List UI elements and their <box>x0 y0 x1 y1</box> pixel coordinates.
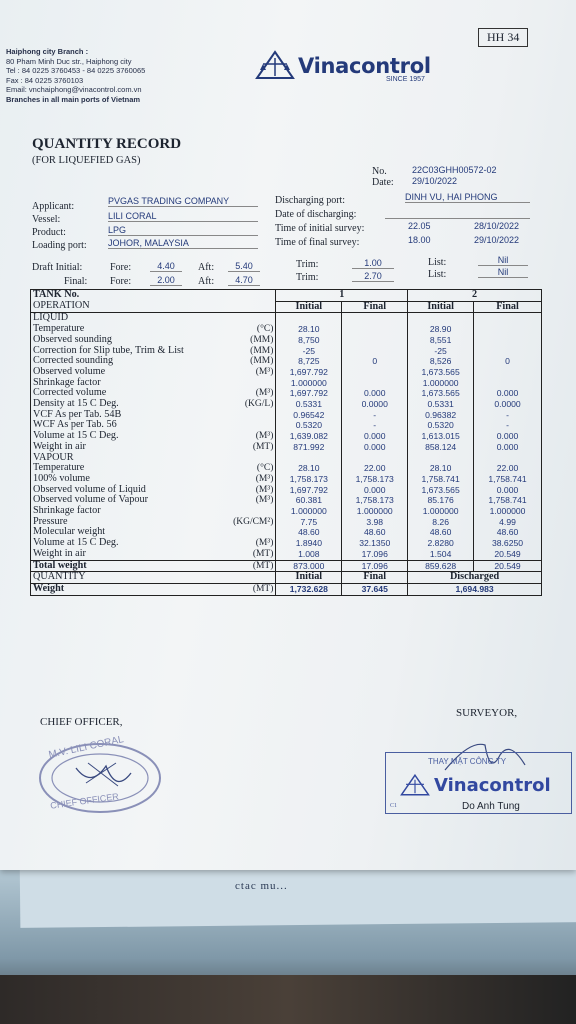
row-value: 28.10 <box>276 324 342 335</box>
row-value <box>342 324 408 335</box>
total-weight-value: 17.096 <box>342 560 408 572</box>
company-stamp-code: C1 <box>390 803 398 809</box>
product-value: LPG <box>108 225 258 236</box>
qty-initial-label: Initial <box>276 572 342 584</box>
draft-initial-aft-label: Aft: <box>198 262 215 273</box>
table-header-operation <box>31 301 542 313</box>
vinacontrol-logo-icon <box>255 50 295 80</box>
row-value: -25 <box>276 346 342 357</box>
draft-final-trim: 2.70 <box>352 271 394 282</box>
row-value: 1,697.792 <box>276 485 342 496</box>
vessel-value: LILI CORAL <box>108 211 258 222</box>
total-weight-row <box>31 560 542 572</box>
branch-email: Email: vnchaiphong@vinacontrol.com.vn <box>6 85 142 95</box>
row-unit <box>218 378 276 389</box>
branch-address: 80 Pham Minh Duc str., Haiphong city <box>6 56 132 66</box>
section-header <box>31 453 542 464</box>
total-weight-label: Total weight <box>31 560 218 572</box>
row-value: 0.96542 <box>276 410 342 421</box>
qty-initial-value: 1,732.628 <box>276 583 342 595</box>
row-label: Observed volume of Liquid <box>33 483 146 495</box>
row-value <box>474 378 542 389</box>
row-value: 0.5331 <box>276 399 342 410</box>
row-value: 0.5320 <box>276 420 342 431</box>
row-value: -25 <box>408 346 474 357</box>
row-value: 0.96382 <box>408 410 474 421</box>
reference-box: HH 34 <box>478 28 528 47</box>
row-value: 1,758.741 <box>408 474 474 485</box>
row-value <box>342 378 408 389</box>
date-discharging-line <box>385 218 530 219</box>
row-label: Weight in air <box>33 440 86 452</box>
quantity-label: QUANTITY <box>31 572 218 584</box>
row-value: - <box>342 420 408 431</box>
row-value: 1,758.173 <box>276 474 342 485</box>
row-label: Corrected sounding <box>33 355 114 367</box>
final-survey-date: 29/10/2022 <box>474 235 520 245</box>
row-unit: (MT) <box>252 441 274 452</box>
vessel-stamp-role: CHIEF OFFICER <box>49 791 120 811</box>
row-label: Shrinkage factor <box>33 505 101 517</box>
row-value: 1,639.082 <box>276 431 342 442</box>
total-weight-unit: (MT) <box>218 560 276 572</box>
row-value: 1.8940 <box>276 538 342 549</box>
company-stamp-logo-icon <box>400 773 430 797</box>
quantity-table <box>30 289 542 596</box>
discharging-port-value: DINH VU, HAI PHONG <box>405 192 530 203</box>
row-value: 0.000 <box>474 431 542 442</box>
discharging-port-label: Discharging port: <box>275 195 346 206</box>
row-value: 1,673.565 <box>408 388 474 399</box>
row-value: 1.000000 <box>408 506 474 517</box>
no-label: No. <box>372 166 387 177</box>
row-value: 0.000 <box>342 388 408 399</box>
draft-initial-aft: 5.40 <box>228 261 260 272</box>
table-row <box>31 549 542 560</box>
row-value: - <box>342 410 408 421</box>
row-value: 0.5320 <box>408 420 474 431</box>
no-value: 22C03GHH00572-02 <box>412 165 497 175</box>
qty-discharged-value: 1,694.983 <box>408 583 542 595</box>
page-subtitle: (FOR LIQUEFIED GAS) <box>32 155 141 166</box>
row-value: 0.5331 <box>408 399 474 410</box>
row-unit: (M³) <box>255 538 274 549</box>
draft-initial-label: Draft Initial: <box>32 262 83 273</box>
row-unit: (MT) <box>252 548 274 559</box>
row-value: 7.75 <box>276 517 342 528</box>
row-value: - <box>474 410 542 421</box>
tank-1-final-header: Final <box>342 301 408 313</box>
draft-initial-trim: 1.00 <box>352 258 394 269</box>
row-value: 38.6250 <box>474 538 542 549</box>
row-label: Temperature <box>33 323 85 335</box>
row-unit: (KG/L) <box>244 399 274 410</box>
logo-since: SINCE 1957 <box>386 76 425 83</box>
row-label: Density at 15 C Deg. <box>33 398 119 410</box>
row-value: 1,758.741 <box>474 474 542 485</box>
section-label: VAPOUR <box>33 451 74 463</box>
quantity-weight-row <box>31 583 542 595</box>
row-value: 1.000000 <box>474 506 542 517</box>
total-weight-value: 873.000 <box>276 560 342 572</box>
row-value: 48.60 <box>342 527 408 538</box>
desk-edge <box>0 975 576 1024</box>
operation-label: OPERATION <box>31 301 218 313</box>
row-value: 8,750 <box>276 335 342 346</box>
row-value: 1.504 <box>408 549 474 560</box>
draft-final-fore-label: Fore: <box>110 276 132 287</box>
row-value: 0.000 <box>474 442 542 453</box>
row-value: 60.381 <box>276 495 342 506</box>
branch-fax: Fax : 84 0225 3760103 <box>6 75 84 85</box>
row-value: 0.000 <box>342 442 408 453</box>
row-value: 3.98 <box>342 517 408 528</box>
row-value: 1.000000 <box>342 506 408 517</box>
row-value <box>474 335 542 346</box>
row-value: 48.60 <box>276 527 342 538</box>
loading-port-label: Loading port: <box>32 240 87 251</box>
row-value: 17.096 <box>342 549 408 560</box>
table-row <box>31 506 542 517</box>
section-header <box>31 313 542 324</box>
date-label: Date: <box>372 177 394 188</box>
applicant-label: Applicant: <box>32 201 75 212</box>
applicant-value: PVGAS TRADING COMPANY <box>108 196 258 207</box>
row-value: 8.26 <box>408 517 474 528</box>
row-label: Weight in air <box>33 547 86 559</box>
table-row <box>31 463 542 474</box>
row-label: Correction for Slip tube, Trim & List <box>33 344 184 356</box>
table-row <box>31 335 542 346</box>
draft-initial-fore-label: Fore: <box>110 262 132 273</box>
row-unit: (°C) <box>256 463 274 474</box>
row-label: Observed volume <box>33 365 106 377</box>
row-value: 4.99 <box>474 517 542 528</box>
row-value: 1.000000 <box>276 506 342 517</box>
product-label: Product: <box>32 227 66 238</box>
row-value: 8,551 <box>408 335 474 346</box>
row-value: 1,697.792 <box>276 367 342 378</box>
row-value <box>342 346 408 357</box>
row-value: 1.008 <box>276 549 342 560</box>
row-unit: (M³) <box>255 388 274 399</box>
row-value: 28.10 <box>408 463 474 474</box>
row-value: 0.000 <box>342 431 408 442</box>
table-row <box>31 431 542 442</box>
draft-final-trim-label: Trim: <box>296 272 319 283</box>
tank-1-initial-header: Initial <box>276 301 342 313</box>
row-label: Shrinkage factor <box>33 376 101 388</box>
row-value: 22.00 <box>342 463 408 474</box>
draft-final-aft: 4.70 <box>228 275 260 286</box>
row-value: 0.0000 <box>342 399 408 410</box>
date-discharging-label: Date of discharging: <box>275 209 357 220</box>
total-weight-value: 20.549 <box>474 560 542 572</box>
draft-final-fore: 2.00 <box>150 275 182 286</box>
row-value: 48.60 <box>474 527 542 538</box>
underlying-paper-text: ctac mu... <box>235 880 288 892</box>
row-value: 0 <box>474 356 542 367</box>
row-label: Temperature <box>33 462 85 474</box>
branch-tel: Tel : 84 0225 3760453 - 84 0225 3760065 <box>6 66 146 76</box>
row-value <box>342 335 408 346</box>
row-label: Observed sounding <box>33 333 112 345</box>
table-row <box>31 538 542 549</box>
row-value: 871.992 <box>276 442 342 453</box>
row-unit: (MM) <box>250 356 274 367</box>
table-row <box>31 442 542 453</box>
vessel-stamp-name: M.V. LILI CORAL <box>47 734 125 761</box>
row-value <box>474 367 542 378</box>
row-value: 28.90 <box>408 324 474 335</box>
logo-name: Vinacontrol <box>298 54 431 78</box>
draft-initial-fore: 4.40 <box>150 261 182 272</box>
draft-final-label: Final: <box>64 276 88 287</box>
branch-info <box>6 47 145 105</box>
row-unit <box>218 410 276 421</box>
row-value: - <box>474 420 542 431</box>
surveyor-label: SURVEYOR, <box>456 707 518 719</box>
branch-note: Branches in all main ports of Vietnam <box>6 94 141 104</box>
qty-final-value: 37.645 <box>342 583 408 595</box>
row-value: 858.124 <box>408 442 474 453</box>
row-value: 32.1350 <box>342 538 408 549</box>
row-value: 1,613.015 <box>408 431 474 442</box>
row-unit: (M³) <box>255 366 274 377</box>
row-value: 8,725 <box>276 356 342 367</box>
draft-initial-trim-label: Trim: <box>296 259 319 270</box>
row-unit: (°C) <box>256 324 274 335</box>
row-value: 1,697.792 <box>276 388 342 399</box>
qty-final-label: Final <box>342 572 408 584</box>
row-value: 85.176 <box>408 495 474 506</box>
row-value: 22.00 <box>474 463 542 474</box>
row-value: 0.000 <box>342 485 408 496</box>
row-unit <box>218 506 276 517</box>
row-unit: (MM) <box>250 334 274 345</box>
row-unit: (M³) <box>255 495 274 506</box>
initial-survey-time: 22.05 <box>408 221 431 231</box>
date-value: 29/10/2022 <box>412 176 458 186</box>
tank-2-initial-header: Initial <box>408 301 474 313</box>
tank-2-label: 2 <box>408 290 542 302</box>
row-value <box>342 367 408 378</box>
row-label: 100% volume <box>33 472 90 484</box>
row-value: 0.000 <box>474 388 542 399</box>
table-header-tank <box>31 290 542 302</box>
chief-officer-label: CHIEF OFFICER, <box>40 716 123 728</box>
draft-final-aft-label: Aft: <box>198 276 215 287</box>
row-unit: (M³) <box>255 473 274 484</box>
row-value: 0.000 <box>474 485 542 496</box>
row-label: WCF As per Tab. 56 <box>33 419 117 431</box>
row-value: 8,526 <box>408 356 474 367</box>
row-label: Volume at 15 C Deg. <box>33 537 119 549</box>
row-value: 1.000000 <box>276 378 342 389</box>
row-label: Corrected volume <box>33 387 107 399</box>
initial-survey-label: Time of initial survey: <box>275 223 365 234</box>
vessel-label: Vessel: <box>32 214 61 225</box>
company-stamp-note: THAY MẶT CÔNG TY <box>428 757 507 766</box>
row-label: Volume at 15 C Deg. <box>33 430 119 442</box>
initial-survey-date: 28/10/2022 <box>474 221 520 231</box>
tank-1-label: 1 <box>276 290 408 302</box>
table-row <box>31 367 542 378</box>
table-row <box>31 356 542 367</box>
row-unit: (MM) <box>250 345 274 356</box>
draft-final-list: Nil <box>478 267 528 278</box>
row-unit <box>218 420 276 431</box>
loading-port-value: JOHOR, MALAYSIA <box>108 238 258 249</box>
row-value: 1,758.173 <box>342 495 408 506</box>
final-survey-label: Time of final survey: <box>275 237 360 248</box>
section-label: LIQUID <box>33 312 69 324</box>
table-row <box>31 517 542 528</box>
row-unit: (M³) <box>255 431 274 442</box>
company-stamp-signer: Do Anh Tung <box>462 801 520 812</box>
row-label: VCF As per Tab. 54B <box>33 408 122 420</box>
final-survey-time: 18.00 <box>408 235 431 245</box>
table-row <box>31 495 542 506</box>
row-value: 28.10 <box>276 463 342 474</box>
row-value <box>474 346 542 357</box>
weight-unit: (MT) <box>218 583 276 595</box>
row-unit: (M³) <box>255 484 274 495</box>
row-value: 1,673.565 <box>408 485 474 496</box>
row-value: 20.549 <box>474 549 542 560</box>
row-label: Observed volume of Vapour <box>33 494 148 506</box>
row-label: Pressure <box>33 515 68 527</box>
branch-name: Haiphong city Branch : <box>6 47 89 56</box>
tank-no-label: TANK No. <box>33 289 80 301</box>
tank-2-final-header: Final <box>474 301 542 313</box>
quantity-header-row <box>31 572 542 584</box>
row-value: 1.000000 <box>408 378 474 389</box>
row-value <box>474 324 542 335</box>
qty-discharged-label: Discharged <box>408 572 542 584</box>
row-value: 0.0000 <box>474 399 542 410</box>
draft-initial-list: Nil <box>478 255 528 266</box>
table-row <box>31 378 542 389</box>
row-value: 1,758.173 <box>342 474 408 485</box>
row-unit: (KG/CM²) <box>233 516 274 527</box>
row-label: Molecular weight <box>33 526 106 538</box>
company-stamp-name: Vinacontrol <box>434 775 551 796</box>
row-value: 1,758.741 <box>474 495 542 506</box>
row-value: 0 <box>342 356 408 367</box>
company-stamp <box>385 752 572 814</box>
row-unit <box>218 527 276 538</box>
row-value: 1,673.565 <box>408 367 474 378</box>
weight-label: Weight <box>31 583 218 595</box>
total-weight-value: 859.628 <box>408 560 474 572</box>
page-title: QUANTITY RECORD <box>32 136 182 152</box>
row-value: 48.60 <box>408 527 474 538</box>
draft-initial-list-label: List: <box>428 257 447 268</box>
row-value: 2.8280 <box>408 538 474 549</box>
draft-final-list-label: List: <box>428 269 447 280</box>
